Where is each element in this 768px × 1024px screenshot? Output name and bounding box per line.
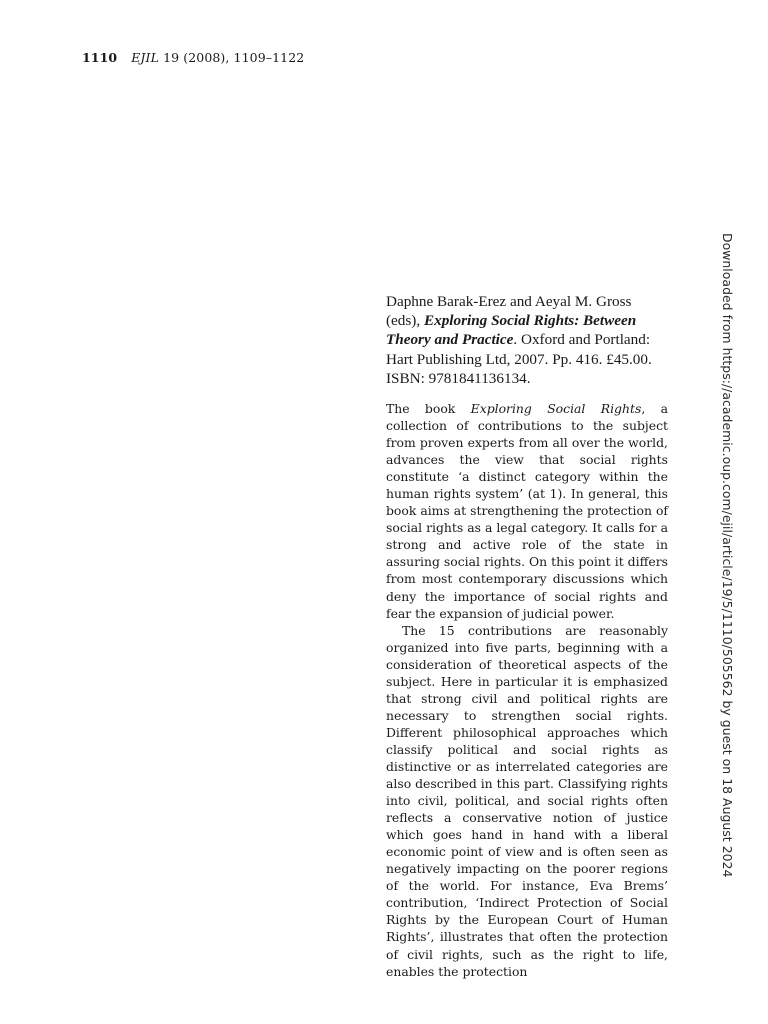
review-body xyxy=(386,400,668,980)
paragraph-1 xyxy=(386,400,668,622)
book-review xyxy=(386,292,668,980)
paragraph-1-lead: The book xyxy=(386,401,471,417)
download-watermark: Downloaded from https://academic.oup.com/ejil/article/19/5/1110/505562 by guest on 18 August 2024 xyxy=(720,233,735,878)
book-citation xyxy=(386,292,668,388)
journal-citation: 19 (2008), 1109–1122 xyxy=(163,50,305,65)
paragraph-2: The 15 contributions are reasonably organized into five parts, beginning with a consideration of theoretical aspects of the subject. Here in particular it is emphasized that strong civil and political rights are necessary to strengthen social rights. Different philosophical approaches which classify political and social rights as distinctive or as interrelated categories are also described in this part. Classifying rights into civil, political, and social rights often reflects a conservative notion of justice which goes hand in hand with a liberal economic point of view and is often seen as negatively impacting on the poorer regions of the world. For instance, Eva Brems’ contribution, ‘Indirect Protection of Social Rights by the European Court of Human Rights’, illustrates that often the protection of civil rights, such as the right to life, enables the protection xyxy=(386,622,668,979)
journal-name: EJIL xyxy=(131,50,159,65)
publication-details: Oxford and Portland: Hart Publishing Ltd, 2007. Pp. 416. £45.00. ISBN: 9781841136134. xyxy=(386,331,652,387)
paragraph-1-book-title: Exploring Social Rights xyxy=(470,401,642,417)
book-title: Exploring Social Rights: Between Theory and Practice xyxy=(386,312,637,349)
book-editors: Daphne Barak-Erez and Aeyal M. Gross (eds), xyxy=(386,293,632,330)
paragraph-1-text: , a collection of contributions to the subject from proven experts from all over the world, advances the view that social rights constitute ‘a distinct category within the human rights system’ (at 1). In general, this book aims at strengthening the protection of social rights as a legal category. It calls for a strong and active role of the state in assuring social rights. On this point it differs from most contemporary discussions which deny the importance of social rights and fear the expansion of judicial power. xyxy=(386,401,668,621)
page-number: 1110 xyxy=(82,50,118,65)
title-punctuation: . xyxy=(513,331,518,349)
running-head xyxy=(82,50,304,65)
